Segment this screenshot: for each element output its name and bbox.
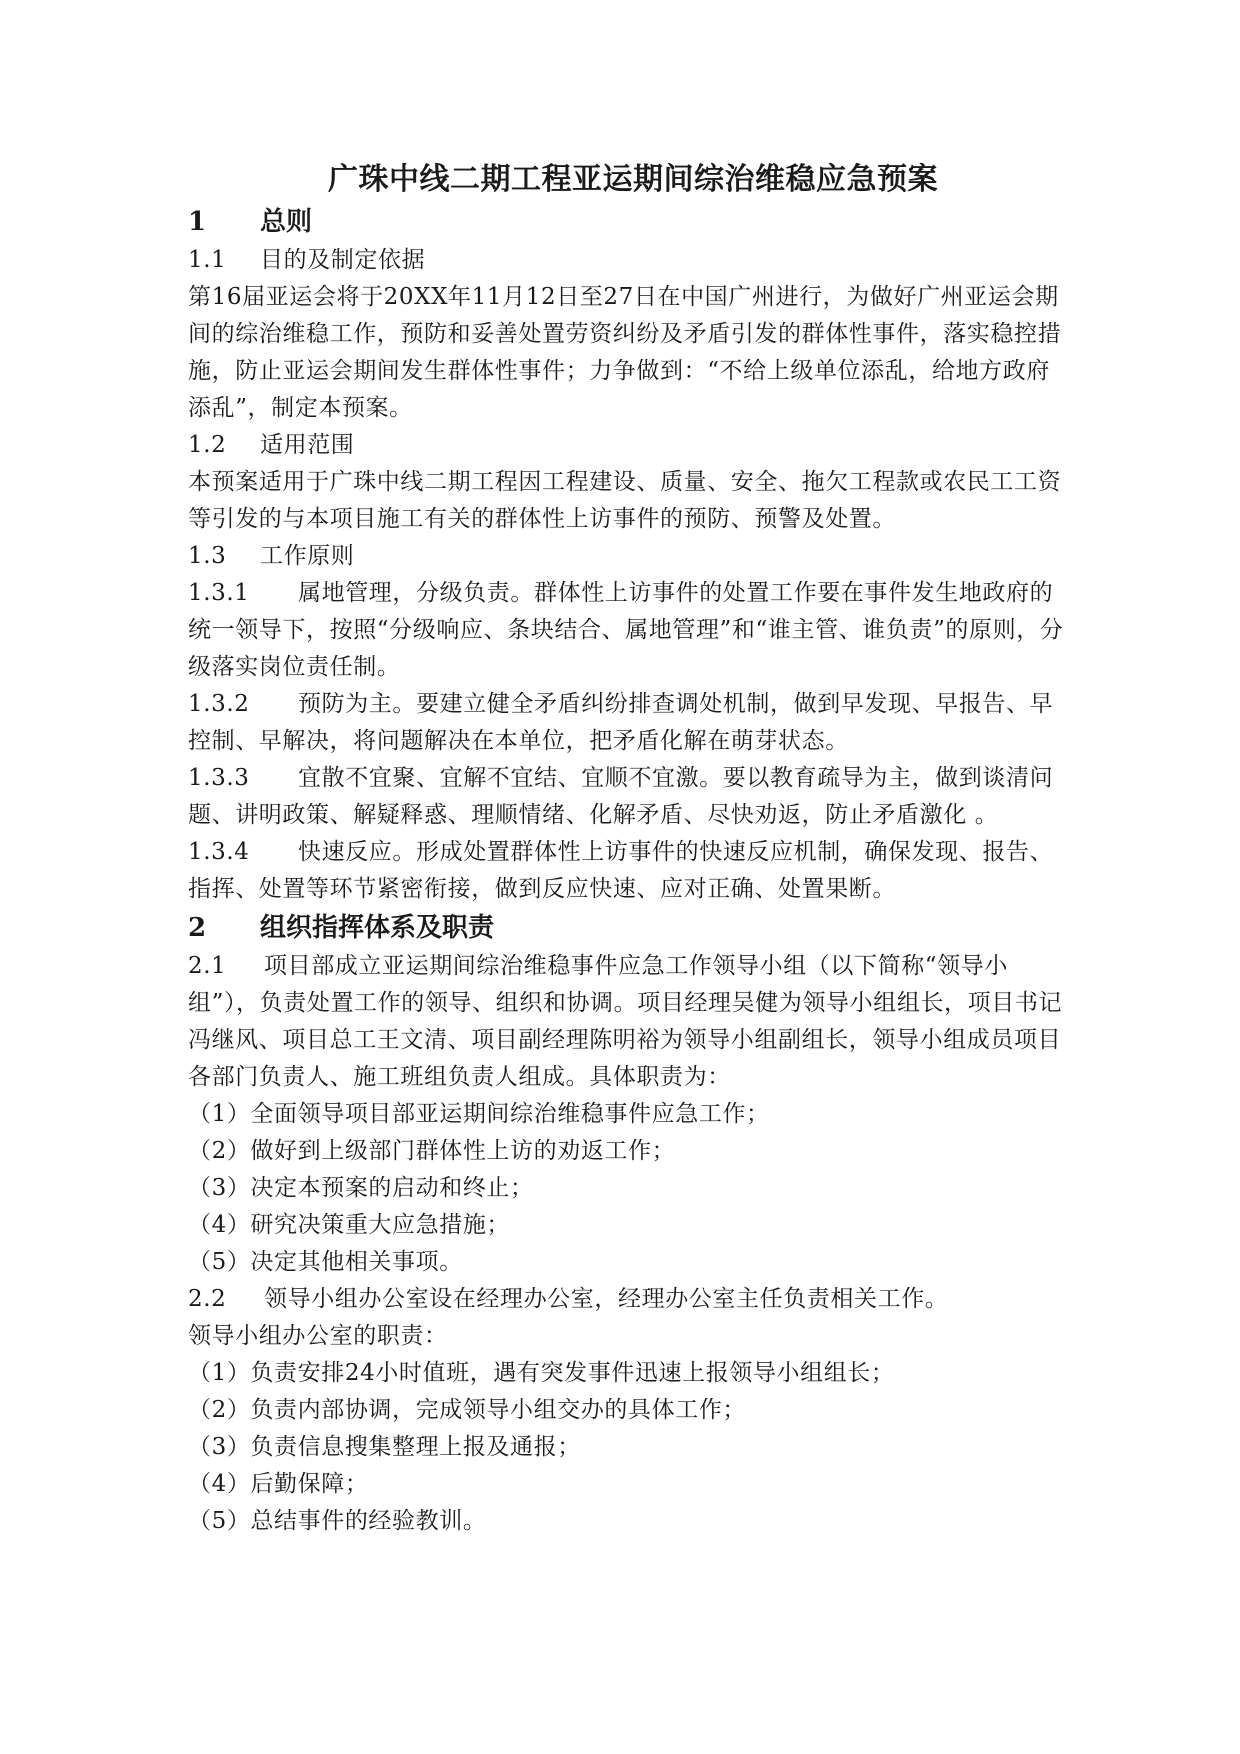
list-item: （4）研究决策重大应急措施；	[188, 1212, 511, 1238]
list-item: （2）做好到上级部门群体性上访的劝返工作；	[188, 1138, 676, 1164]
section-title: 总则	[260, 207, 313, 237]
subsection-heading-1-2	[188, 427, 1068, 464]
subsection-title: 目的及制定依据	[260, 247, 426, 273]
principle-1-3-3	[188, 760, 1068, 834]
clause-text: 预防为主。要建立健全矛盾纠纷排查调处机制，做到早发现、早报告、早控制、早解决，将问题解决在本单位，把矛盾化解在萌芽状态。	[188, 691, 1054, 754]
clause-2-1	[188, 948, 1068, 1096]
clause-text: 项目部成立亚运期间综治维稳事件应急工作领导小组（以下简称“领导小组”），负责处置工作的领导、组织和协调。项目经理吴健为领导小组组长，项目书记冯继风、项目总工王文清、项目副经理陈明裕为领导小组副组长，领导小组成员项目各部门负责人、施工班组负责人组成。具体职责为：	[188, 953, 1063, 1090]
clause-number: 1.3.3	[188, 765, 250, 791]
clause-number: 1.3.2	[188, 691, 250, 717]
list-item: （2）负责内部协调，完成领导小组交办的具体工作；	[188, 1397, 747, 1423]
clause-number: 1.3.1	[188, 580, 250, 606]
principle-1-3-1	[188, 575, 1068, 686]
paragraph-purpose: 第16届亚运会将于20XX年11月12日至27日在中国广州进行，为做好广州亚运会期间的综治维稳工作，预防和妥善处置劳资纠纷及矛盾引发的群体性事件，落实稳控措施，防止亚运会期间发生群体性事件；力争做到：“不给上级单位添乱，给地方政府添乱”，制定本预案。	[188, 284, 1062, 421]
subsection-title: 适用范围	[260, 432, 355, 458]
clause-number: 2.2	[188, 1286, 227, 1312]
list-item: （1）负责安排24小时值班，遇有突发事件迅速上报领导小组组长；	[188, 1360, 895, 1386]
list-item: （3）负责信息搜集整理上报及通报；	[188, 1434, 581, 1460]
principle-1-3-2	[188, 686, 1068, 760]
list-item: （1）全面领导项目部亚运期间综治维稳事件应急工作；	[188, 1101, 770, 1127]
clause-number: 1.3.4	[188, 839, 250, 865]
document-title: 广珠中线二期工程亚运期间综治维稳应急预案	[328, 162, 938, 197]
clause-2-2	[188, 1281, 1068, 1318]
document-body	[188, 158, 1068, 1540]
clause-text: 快速反应。形成处置群体性上访事件的快速反应机制，确保发现、报告、指挥、处置等环节紧密衔接，做到反应快速、应对正确、处置果断。	[188, 839, 1054, 902]
subsection-number: 1.3	[188, 543, 227, 569]
list-item: （5）决定其他相关事项。	[188, 1249, 463, 1275]
section-title: 组织指挥体系及职责	[260, 913, 495, 943]
subsection-number: 1.2	[188, 432, 227, 458]
clause-number: 2.1	[188, 953, 227, 979]
section-number: 2	[188, 913, 207, 943]
clause-text: 属地管理，分级负责。群体性上访事件的处置工作要在事件发生地政府的统一领导下，按照“分级响应、条块结合、属地管理”和“谁主管、谁负责”的原则，分级落实岗位责任制。	[188, 580, 1064, 680]
section-heading-2	[188, 908, 1068, 948]
section-number: 1	[188, 207, 207, 237]
subsection-number: 1.1	[188, 247, 227, 273]
section-heading-1	[188, 202, 1068, 242]
paragraph-scope: 本预案适用于广珠中线二期工程因工程建设、质量、安全、拖欠工程款或农民工工资等引发的与本项目施工有关的群体性上访事件的预防、预警及处置。	[188, 469, 1062, 532]
subsection-title: 工作原则	[260, 543, 355, 569]
principle-1-3-4	[188, 834, 1068, 908]
paragraph-office-duties: 领导小组办公室的职责：	[188, 1323, 448, 1349]
subsection-heading-1-3	[188, 538, 1068, 575]
list-item: （3）决定本预案的启动和终止；	[188, 1175, 534, 1201]
list-item: （4）后勤保障；	[188, 1471, 369, 1497]
clause-text: 领导小组办公室设在经理办公室，经理办公室主任负责相关工作。	[264, 1286, 949, 1312]
list-item: （5）总结事件的经验教训。	[188, 1508, 487, 1534]
subsection-heading-1-1	[188, 242, 1068, 279]
clause-text: 宜散不宜聚、宜解不宜结、宜顺不宜激。要以教育疏导为主，做到谈清问题、讲明政策、解疑释惑、理顺情绪、化解矛盾、尽快劝返，防止矛盾激化 。	[188, 765, 1054, 828]
